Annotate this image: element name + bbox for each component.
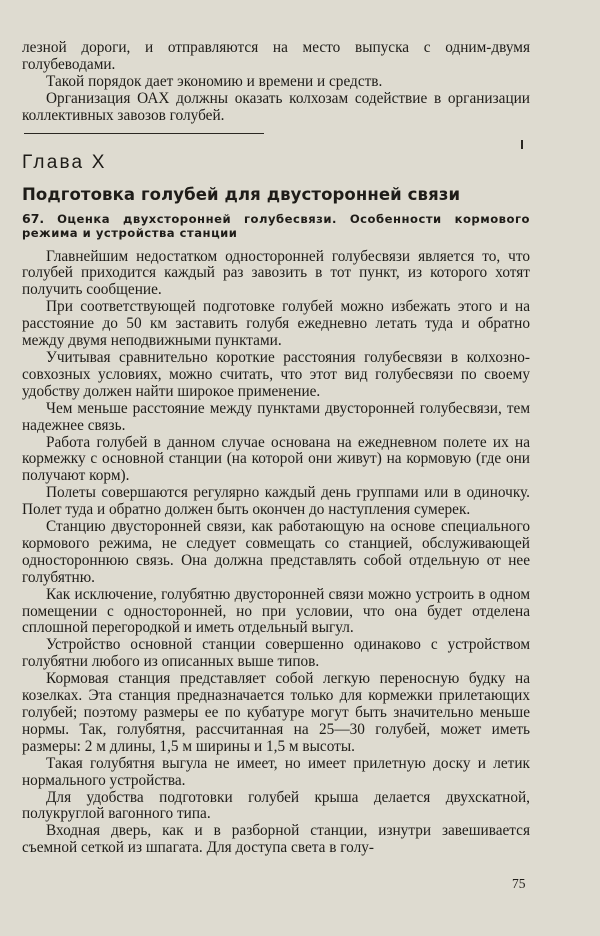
intro-paragraph-1: лезной дороги, и отправляются на место выпуска с одним-двумя голубеводами. [22, 39, 530, 73]
body-paragraph-5: Работа голубей в данном случае основана на ежедневном полете их на кормежку с основной станции (на которой они живут) на кормовую (где они получают корм). [22, 433, 530, 485]
chapter-title: Подготовка голубей для двусторонней связи [22, 184, 461, 204]
body-paragraph-9: Устройство основной станции совершенно одинаково с устройством голубятни любого из описанных выше типов. [22, 636, 530, 671]
subsection-heading [22, 212, 530, 240]
subsection-text: Оценка двухсторонней голубесвязи. Особенности кормового режима и устройства станции [22, 211, 530, 240]
chapter-heading: Глава X [22, 151, 107, 173]
body-paragraph-6: Полеты совершаются регулярно каждый день группами или в одиночку. Полет туда и обратно должен быть окончен до наступления сумерек. [22, 484, 530, 519]
section-divider [24, 133, 264, 134]
body-paragraph-3: Учитывая сравнительно короткие расстояния голубесвязи в колхозно-совхозных условиях, можно считать, что этот вид голубесвязи по своему удобству должен найти широкое применение. [22, 348, 530, 400]
body-paragraph-1: Главнейшим недостатком односторонней голубесвязи является то, что голубей приходится каждый раз завозить в тот пункт, из которого хотят получить сообщение. [22, 247, 530, 299]
intro-paragraph-3: Организация ОАХ должны оказать колхозам содействие в организации коллективных завозов голубей. [22, 89, 530, 124]
margin-mark [521, 140, 523, 149]
body-paragraph-4: Чем меньше расстояние между пунктами двусторонней голубесвязи, тем надежнее связь. [22, 399, 530, 434]
page-number: 75 [512, 876, 526, 891]
body-paragraph-13: Входная дверь, как и в разборной станции, изнутри завешивается съемной сеткой из шпагата. Для доступа света в голу- [22, 822, 530, 857]
body-paragraph-7: Станцию двусторонней связи, как работающую на основе специального кормового режима, не следует совмещать со станцией, обслуживающей одностороннюю связь. Она должна представлять собой отдельную от нее голубятню. [22, 518, 530, 586]
intro-paragraph-2: Такой порядок дает экономию и времени и средств. [46, 72, 383, 90]
body-paragraph-11: Такая голубятня выгула не имеет, но имеет прилетную доску и летик нормального устройства. [22, 754, 530, 789]
body-paragraph-2: При соответствующей подготовке голубей можно избежать этого и на расстояние до 50 км заставить голубя ежедневно летать туда и обратно между двумя неподвижными пунктами. [22, 298, 530, 350]
body-paragraph-8: Как исключение, голубятню двусторонней связи можно устроить в одном помещении с односторонней, но при условии, что она будет отделена сплошной перегородкой и иметь отдельный выгул. [22, 585, 530, 637]
subsection-number: 67. [22, 210, 45, 226]
body-paragraph-12: Для удобства подготовки голубей крыша делается двухскатной, полукруглой вагонного типа. [22, 788, 530, 823]
body-paragraph-10: Кормовая станция представляет собой легкую переносную будку на козелках. Эта станция предназначается только для кормежки прилетающих голубей; поэтому размеры ее по кубатуре могут быть значительно меньше нормы. Так, голубятня, рассчитанная на 25—30 голубей, может иметь размеры: 2 м длины, 1,5 м ширины и 1,5 м высоты. [22, 670, 530, 755]
